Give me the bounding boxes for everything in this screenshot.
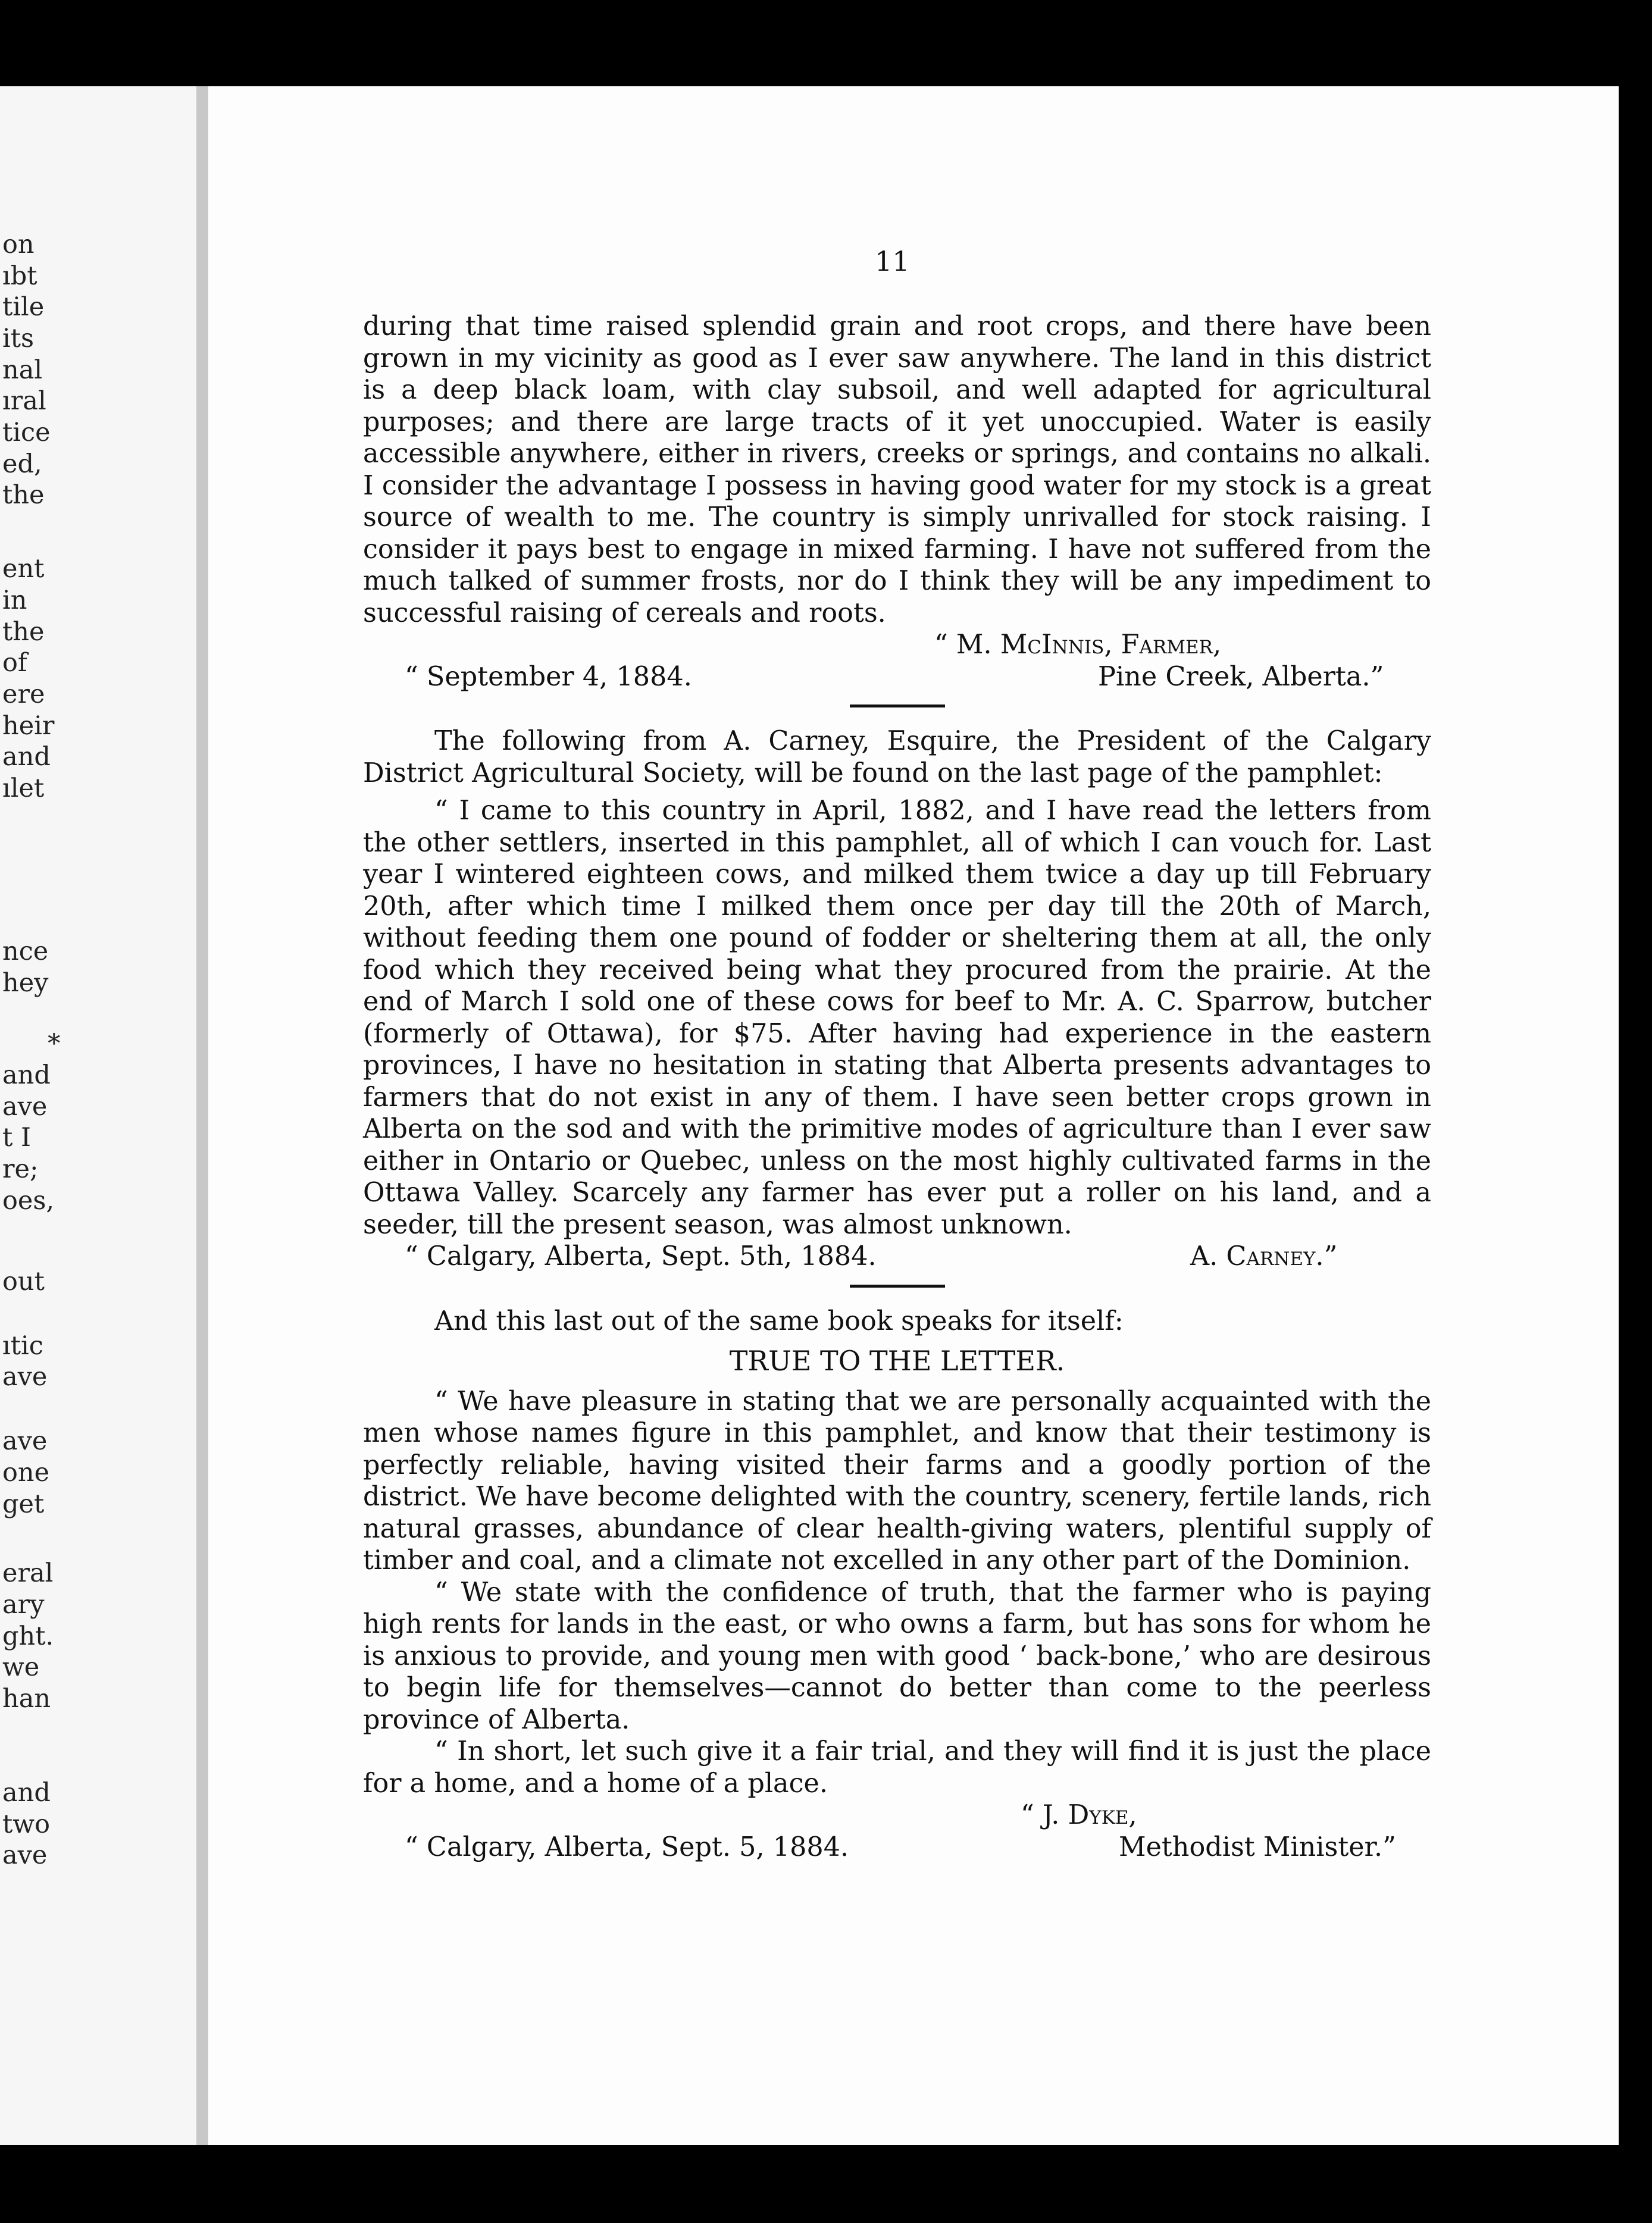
signature-title: Methodist Minister.” [1119, 1831, 1396, 1862]
facing-page-edge [0, 86, 196, 2145]
paragraph-carney-intro: The following from A. Carney, Esquire, the President of the Calgary District Agricultural Society, will be found on the last page of the pamphlet: [363, 726, 1431, 788]
page-spine [196, 86, 208, 2145]
facing-page-fragment: ave [2, 1362, 48, 1392]
facing-page-fragment: the [2, 480, 45, 510]
facing-page-fragment: and [2, 742, 51, 772]
signature-dyke-line1 [363, 1799, 1431, 1831]
page-number: 11 [875, 245, 910, 277]
facing-page-fragment: in [2, 586, 27, 615]
signature-dyke-line2 [363, 1831, 1431, 1864]
facing-page-fragment: nal [2, 355, 43, 385]
section-heading: TRUE TO THE LETTER. [729, 1345, 1065, 1377]
facing-page-fragment: of [2, 648, 27, 678]
signature-place: Pine Creek, Alberta.” [1098, 661, 1384, 692]
facing-page-fragment: ere [2, 680, 45, 709]
facing-page-fragment: * [48, 1029, 61, 1059]
facing-page-fragment: ary [2, 1590, 45, 1620]
page-body [363, 311, 1431, 1863]
facing-page-fragment: ılet [2, 774, 45, 803]
section-divider [850, 1285, 945, 1288]
signature-name: “ M. McInnis, Farmer, [934, 630, 1222, 660]
facing-page-fragment: one [2, 1458, 50, 1488]
facing-page-fragment: ıbt [2, 261, 37, 291]
facing-page-fragment: ed, [2, 449, 42, 479]
facing-page-fragment: re; [2, 1154, 39, 1184]
facing-page-fragment: and [2, 1060, 51, 1090]
facing-page-fragment: han [2, 1684, 51, 1714]
facing-page-fragment: ıtic [2, 1331, 43, 1361]
facing-page-fragment: hey [2, 968, 49, 998]
signature-mcinnis-line2 [363, 661, 1431, 693]
facing-page-fragment: ave [2, 1092, 48, 1122]
signature-carney [363, 1241, 1431, 1273]
facing-page-fragment: nce [2, 937, 49, 966]
paragraph-carney-letter: “ I came to this country in April, 1882, and I have read the letters from the other settlers, inserted in this pamphlet, all of which I can vouch for. Last year I wintered eighteen cows, and milked them twice a day up till February 20th, after which time I milked them once per day till the 20th of March, without feeding them one pound of fodder or sheltering them at all, the only food which they received being what they procured from the prairie. At the end of March I sold one of these cows for beef to Mr. A. C. Sparrow, butcher (formerly of Ottawa), for $75. After having had experience in the eastern provinces, I have no hesitation in stating that Alberta presents advantages to farmers that do not exist in any of them. I have seen better crops grown in Alberta on the sod and with the primitive modes of agriculture than I ever saw either in Ontario or Quebec, unless on the most highly cultivated farms in the Ottawa Valley. Scarcely any farmer has ever put a roller on his land, and a seeder, till the present season, was almost unknown. [363, 796, 1431, 1240]
facing-page-fragment: out [2, 1267, 45, 1297]
signature-date: “ Calgary, Alberta, Sept. 5th, 1884. [405, 1241, 877, 1272]
facing-page-fragment: ıral [2, 386, 46, 416]
paragraph-mcinnis-letter: during that time raised splendid grain and root crops, and there have been grown in my vicinity as good as I ever saw anywhere. The land in this district is a deep black loam, with clay subsoil, and well adapted for agricultural purposes; and there are large tracts of it yet unoccupied. Water is easily accessible anywhere, either in rivers, creeks or springs, and contains no alkali. I consider the advantage I possess in having good water for my stock is a great source of wealth to me. The country is simply unrivalled for stock raising. I consider it pays best to engage in mixed farming. I have not suffered from the much talked of summer frosts, nor do I think they will be any impediment to successful raising of cereals and roots. [363, 311, 1431, 628]
facing-page-fragment: the [2, 617, 45, 647]
facing-page-fragment: get [2, 1489, 45, 1519]
facing-page-fragment: ent [2, 554, 45, 584]
facing-page-fragment: on [2, 230, 35, 259]
facing-page-fragment: heir [2, 711, 55, 741]
facing-page-fragment: ght. [2, 1621, 54, 1651]
signature-name: “ J. Dyke, [1021, 1800, 1137, 1830]
paragraph-testimonial-1: “ We have pleasure in stating that we are personally acquainted with the men whose names figure in this pamphlet, and know that their testimony is perfectly reliable, having visited their farms and a goodly portion of the district. We have become delighted with the country, scenery, fertile lands, rich natural grasses, abundance of clear health-giving waters, plentiful supply of timber and coal, and a climate not excelled in any other part of the Dominion. [363, 1386, 1431, 1576]
facing-page-fragment: ave [2, 1426, 48, 1456]
facing-page-fragment: two [2, 1809, 50, 1839]
signature-mcinnis-line1 [363, 629, 1431, 661]
paragraph-testimonial-2: “ We state with the confidence of truth, that the farmer who is paying high rents for lands in the east, or who owns a farm, but has sons for whom he is anxious to provide, and young men with good ‘ back-bone,’ who are desirous to begin life for themselves—cannot do better than come to the peerless province of Alberta. [363, 1577, 1431, 1735]
facing-page-fragment: tice [2, 418, 51, 447]
facing-page-fragment: ave [2, 1840, 48, 1870]
facing-page-fragment: t I [2, 1123, 31, 1153]
facing-page-fragment: and [2, 1778, 51, 1808]
signature-date: “ Calgary, Alberta, Sept. 5, 1884. [405, 1831, 849, 1862]
facing-page-fragment: tile [2, 292, 45, 322]
paragraph-testimonial-3: “ In short, let such give it a fair trial, and they will find it is just the place for a home, and a home of a place. [363, 1736, 1431, 1799]
facing-page-fragment: eral [2, 1558, 54, 1588]
facing-page-fragment: we [2, 1652, 40, 1682]
signature-name: A. Carney.” [1190, 1241, 1338, 1272]
facing-page-fragment: its [2, 324, 35, 353]
paragraph-intro: And this last out of the same book speaks for itself: [434, 1305, 1124, 1336]
signature-date: “ September 4, 1884. [405, 661, 692, 692]
facing-page-fragment: oes, [2, 1186, 55, 1216]
section-divider [850, 705, 945, 707]
